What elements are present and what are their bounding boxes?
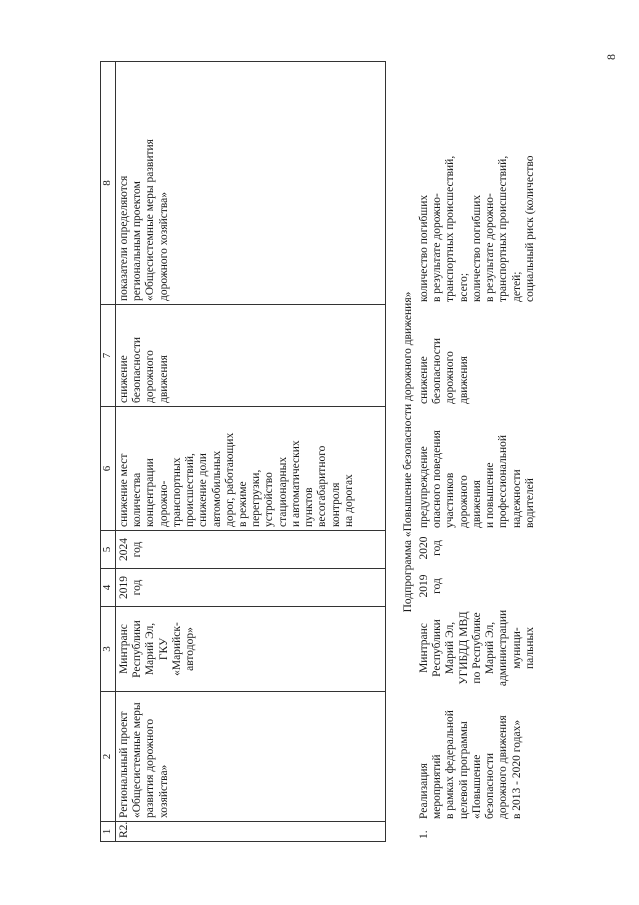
col-header-4: 4: [101, 569, 116, 607]
row-executor: Минтранс Республики Марий Эл, ГКУ «Марийск- автодор»: [118, 620, 197, 678]
row-indicator: показатели определяются региональным проектом «Общесистемные меры развития дорожного хозяйства»: [118, 139, 170, 301]
col-header-8: 8: [101, 62, 116, 305]
page-number: 8: [604, 54, 618, 60]
row-consequence: снижение безопасности дорожного движения: [118, 336, 170, 403]
table-row: [116, 62, 386, 842]
row-name: Региональный проект «Общесистемные меры развития дорожного хозяйства»: [118, 702, 170, 818]
col-header-3: 3: [101, 607, 116, 692]
subprogram-title: Подпрограмма «Повышение безопасности дорожного движения»: [402, 291, 414, 613]
row-name: Реализация мероприятий в рамках федеральной целевой программы «Повышение безопасности дорожного движения в 2013 - 2020 годах»: [418, 710, 523, 819]
row-start-year: 2019 год: [418, 574, 444, 598]
col-header-5: 5: [101, 531, 116, 569]
col-header-1: 1: [101, 822, 116, 842]
row-consequence: снижение безопасности дорожного движения: [418, 337, 470, 404]
row-executor: Минтранс Республики Марий Эл, УГИБДД МВД по Республике Марий Эл, администрации муници- пальных: [418, 609, 536, 687]
row-result: снижение мест количества концентрации дорожно- транспортных происшествий, снижение доли автомобильных дорог, работающих в режиме перегрузки, устройство стационарных и автоматических пунктов весогабаритного контроля на дорогах: [118, 432, 355, 527]
row-start-year: 2019 год: [118, 576, 144, 599]
row-end-year: 2020 год: [418, 536, 444, 560]
col-header-7: 7: [101, 305, 116, 407]
program-table: [100, 61, 386, 842]
row-number: 1.: [418, 830, 430, 839]
row-indicator: количество погибших в результате дорожно- транспортных происшествий, всего; количество погибших в результате дорожно- транспортных происшествий, детей; социальный риск (количество: [418, 155, 536, 302]
rotated-document: [100, 62, 625, 842]
col-header-6: 6: [101, 407, 116, 531]
row-end-year: 2024 год: [118, 538, 144, 561]
header-row: [101, 62, 116, 842]
row-number: R2.: [118, 821, 130, 838]
row-result: предупреждение опасного поведения участников дорожного движения и повышение профессиональной надежности водителей: [418, 430, 536, 528]
col-header-2: 2: [101, 692, 116, 822]
